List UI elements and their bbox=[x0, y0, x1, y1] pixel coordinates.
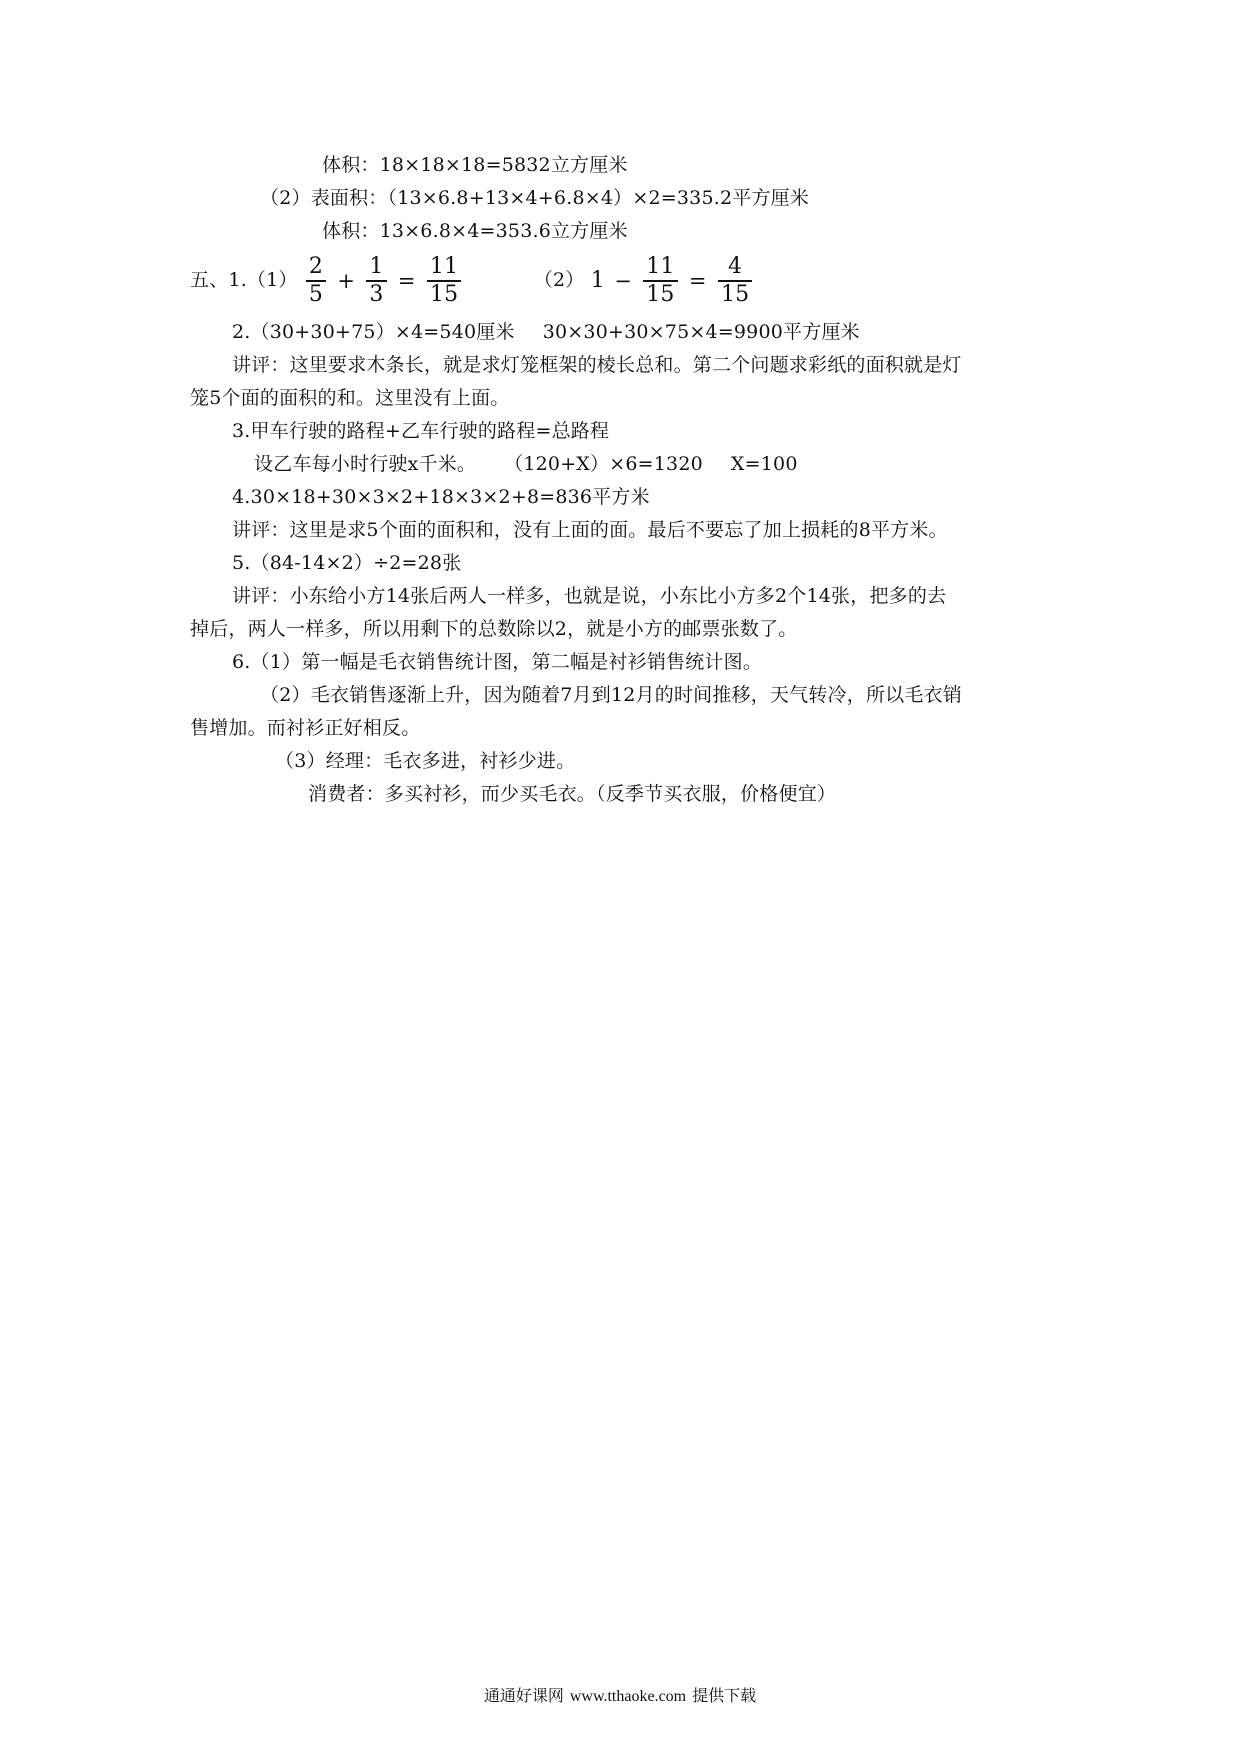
comment-q5-line1: 讲评：小东给小方14张后两人一样多，也就是说，小东比小方多2个14张，把多的去 bbox=[232, 585, 947, 607]
footer-url: www.tthaoke.com bbox=[569, 1688, 687, 1705]
plus-sign: + bbox=[337, 269, 356, 293]
answer-q4: 4.30×18+30×3×2+18×3×2+8=836平方米 bbox=[232, 486, 650, 508]
answer-q2 bbox=[232, 320, 860, 344]
fraction-eleven-fifteenths-2: $\frac{11}{15}$ bbox=[643, 255, 677, 307]
fraction-eleven-fifteenths: $\frac{11}{15}$ bbox=[427, 255, 461, 307]
equals-sign: = bbox=[397, 269, 416, 293]
comment-q2-line2: 笼5个面的面积的和。这里没有上面。 bbox=[190, 387, 510, 409]
answer-q3-let: 设乙车每小时行驶x千米。 bbox=[254, 453, 477, 475]
answer-q6-part2-line1: （2）毛衣销售逐渐上升，因为随着7月到12月的时间推移，天气转冷，所以毛衣销 bbox=[260, 684, 962, 706]
answer-fraction-equations bbox=[190, 252, 754, 309]
answer-surface-area-cuboid: （2）表面积：（13×6.8+13×4+6.8×4）×2=335.2平方厘米 bbox=[260, 187, 810, 209]
page-footer bbox=[0, 1686, 1240, 1707]
answer-volume-cube: 体积：18×18×18=5832立方厘米 bbox=[322, 154, 628, 176]
number-one: 1 bbox=[590, 268, 605, 293]
fraction-two-fifths: $\frac{2}{5}$ bbox=[306, 255, 326, 307]
equals-sign-2: = bbox=[688, 269, 707, 293]
answer-q3-formula: （120+X）×6=1320 bbox=[504, 453, 703, 475]
comment-q5-line2: 掉后，两人一样多，所以用剩下的总数除以2，就是小方的邮票张数了。 bbox=[190, 618, 798, 640]
answer-volume-cuboid: 体积：13×6.8×4=353.6立方厘米 bbox=[322, 220, 628, 242]
fraction-one-third: $\frac{1}{3}$ bbox=[366, 255, 386, 307]
answer-q6-part1: 6.（1）第一幅是毛衣销售统计图，第二幅是衬衫销售统计图。 bbox=[232, 651, 763, 673]
answer-q2-wood-length: 2.（30+30+75）×4=540厘米 bbox=[232, 321, 515, 343]
answer-q3-relation: 3.甲车行驶的路程+乙车行驶的路程=总路程 bbox=[232, 420, 610, 442]
minus-sign: − bbox=[614, 269, 632, 293]
section-five-label: 五、1.（1） bbox=[190, 269, 298, 291]
answer-q6-part2-line2: 售增加。而衬衫正好相反。 bbox=[190, 717, 421, 739]
answer-q2-paper-area: 30×30+30×75×4=9900平方厘米 bbox=[542, 321, 860, 343]
part-two-label: （2） bbox=[533, 269, 585, 291]
answer-q6-part3-consumer: 消费者：多买衬衫，而少买毛衣。（反季节买衣服，价格便宜） bbox=[308, 783, 837, 805]
answer-q3-result: X=100 bbox=[730, 453, 798, 475]
footer-site-name: 通通好课网 bbox=[483, 1686, 564, 1705]
footer-tail: 提供下载 bbox=[692, 1686, 757, 1705]
answer-q6-part3-manager: （3）经理：毛衣多进，衬衫少进。 bbox=[275, 750, 576, 772]
comment-q2-line1: 讲评：这里要求木条长，就是求灯笼框架的棱长总和。第二个问题求彩纸的面积就是灯 bbox=[232, 354, 962, 376]
fraction-four-fifteenths: $\frac{4}{15}$ bbox=[718, 255, 752, 307]
answer-q3-equation bbox=[254, 452, 798, 476]
answer-q5: 5.（84-14×2）÷2=28张 bbox=[232, 552, 462, 574]
comment-q4: 讲评：这里是求5个面的面积和，没有上面的面。最后不要忘了加上损耗的8平方米。 bbox=[232, 519, 948, 541]
